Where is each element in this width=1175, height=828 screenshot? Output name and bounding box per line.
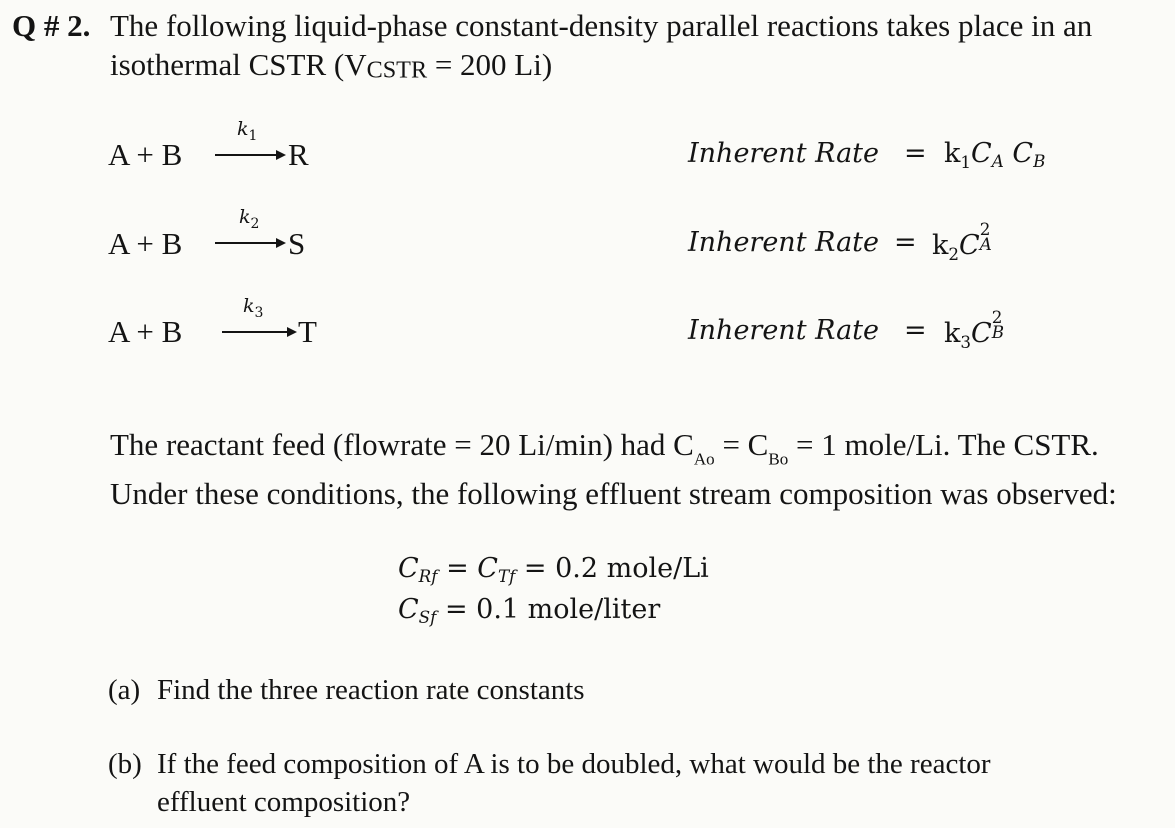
- reaction-1-rate-expression: $k_1CA$ CB: [944, 138, 1046, 172]
- reaction-1-product: R: [288, 137, 309, 172]
- part-b-text: If the feed composition of A is to be doubled, what would be the reactor: [157, 748, 991, 780]
- reaction-1-k-label: $k_1$: [237, 118, 258, 144]
- reaction-3-k-label: $k_3$: [243, 295, 264, 321]
- part-b-label: (b): [108, 748, 142, 780]
- question-line-1: The following liquid-phase constant-density parallel reactions takes place in an: [110, 8, 1093, 43]
- effluent-line-2: CSf = 0.1 mole/liter: [398, 594, 661, 628]
- reaction-3-arrow: [222, 331, 288, 333]
- reaction-3-product: T: [298, 314, 317, 349]
- reaction-1-arrow-head: [276, 150, 286, 160]
- reaction-2-rate-equals: =: [894, 227, 917, 258]
- reaction-1-arrow: [215, 154, 277, 156]
- reaction-3-rate-equals: =: [904, 315, 927, 346]
- reaction-2-lhs: A + B: [108, 226, 183, 261]
- reaction-2-arrow: [215, 242, 277, 244]
- part-a-label: (a): [108, 674, 141, 706]
- reaction-2-rate-expression: $k_2C$ 2 A: [932, 219, 992, 264]
- reaction-1-lhs: A + B: [108, 137, 183, 172]
- reaction-2-arrow-head: [276, 238, 286, 248]
- reaction-2-k-label: $k_2$: [239, 206, 260, 232]
- question-line-2: isothermal CSTR (VCSTR = 200 Li): [110, 47, 553, 84]
- reaction-1-rate-label: Inherent Rate: [688, 138, 880, 169]
- reaction-2-product: S: [288, 226, 306, 261]
- feed-line-1: The reactant feed (flowrate = 20 Li/min) had $C_{Ao} = C_{Bo} = 1$ mole/Li. The CSTR.: [110, 427, 1099, 469]
- reaction-3-rate-expression: $k_3C$ 2 B: [944, 307, 1005, 352]
- part-b-text-2: effluent composition?: [157, 786, 411, 818]
- reaction-3-rate-label: Inherent Rate: [688, 315, 880, 346]
- feed-line-2: Under these conditions, the following effluent stream composition was observed:: [110, 476, 1117, 511]
- effluent-line-1: CRf = CTf = 0.2 mole/Li: [398, 553, 709, 587]
- reaction-2-rate-label: Inherent Rate: [688, 227, 880, 258]
- question-label: Q # 2.: [12, 8, 91, 43]
- part-a-text: Find the three reaction rate constants: [157, 674, 585, 706]
- reaction-1-rate-equals: =: [904, 138, 927, 169]
- reaction-3-lhs: A + B: [108, 314, 183, 349]
- reaction-3-arrow-head: [287, 327, 297, 337]
